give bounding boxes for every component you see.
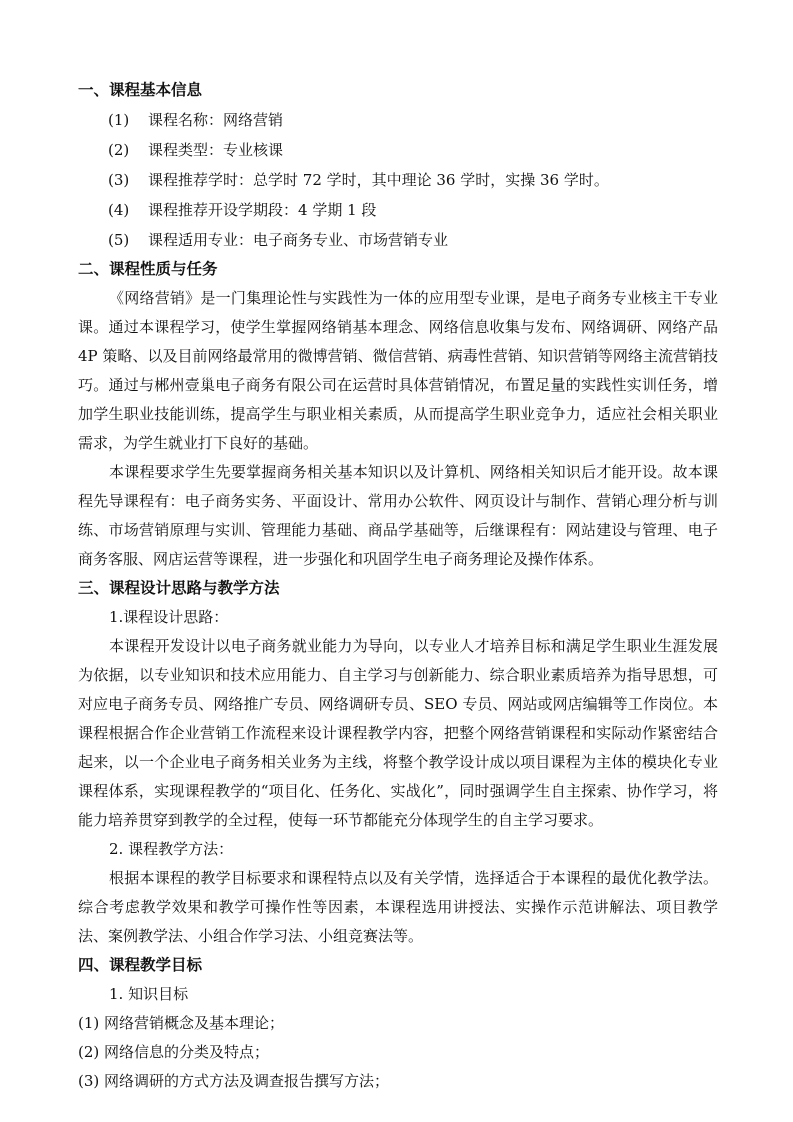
section-heading-basic-info: 一、课程基本信息: [78, 81, 203, 99]
info-item-number: (5): [108, 231, 130, 249]
subheading-teaching-methods: 2. 课程教学方法：: [109, 840, 234, 858]
info-item-number: (2): [108, 141, 130, 159]
info-item-text: 课程类型：专业核课: [148, 141, 284, 159]
info-item-text: 课程推荐学时：总学时 72 学时，其中理论 36 学时，实操 36 学时。: [148, 171, 609, 189]
section-heading-design-methods: 三、课程设计思路与教学方法: [78, 579, 280, 597]
info-item-semester: [78, 195, 718, 225]
list-item: (1) 网络营销概念及基本理论；: [78, 1014, 285, 1032]
info-item-number: (3): [108, 171, 130, 189]
info-item-number: (4): [108, 201, 130, 219]
paragraph-teaching-methods: 根据本课程的教学目标要求和课程特点以及有关学情，选择适合于本课程的最优化教学法。综合考虑教学效果和教学可操作性等因素，本课程选用讲授法、实操作示范讲解法、项目教学法、案例教学法、小组合作学习法、小组竞赛法等。: [78, 869, 718, 945]
subheading-design-approach: 1.课程设计思路：: [109, 608, 229, 626]
list-item: (2) 网络信息的分类及特点；: [78, 1043, 270, 1061]
info-item-text: 课程名称：网络营销: [148, 111, 284, 129]
info-item-course-type: [78, 135, 718, 165]
info-item-course-hours: [78, 165, 718, 195]
info-item-course-name: [78, 105, 718, 135]
info-item-majors: [78, 225, 718, 255]
paragraph-design-approach: 本课程开发设计以电子商务就业能力为导向，以专业人才培养目标和满足学生职业生涯发展为依据，以专业知识和技术应用能力、自主学习与创新能力、综合职业素质培养为指导思想，可对应电子商务专员、网络推广专员、网络调研专员、SEO 专员、网站或网店编辑等工作岗位。本课程根据合作企业营销工作流程来设计课程教学内容，把整个网络营销课程和实际动作紧密结合起来，以一个企业电子商务相关业务为主线，将整个教学设计成以项目课程为主体的模块化专业课程体系，实现课程教学的“项目化、任务化、实战化”，同时强调学生自主探索、协作学习，将能力培养贯穿到教学的全过程，使每一环节都能充分体现学生的自主学习要求。: [78, 637, 718, 829]
section-heading-objectives: 四、课程教学目标: [78, 956, 203, 974]
subheading-knowledge-objectives: 1. 知识目标: [109, 985, 189, 1003]
section-heading-nature-tasks: 二、课程性质与任务: [78, 260, 218, 278]
document-content: [78, 76, 718, 1096]
paragraph-prerequisites: 本课程要求学生先要掌握商务相关基本知识以及计算机、网络相关知识后才能开设。故本课程先导课程有：电子商务实务、平面设计、常用办公软件、网页设计与制作、营销心理分析与训练、市场营销原理与实训、管理能力基础、商品学基础等，后继课程有：网站建设与管理、电子商务客服、网店运营等课程，进一步强化和巩固学生电子商务理论及操作体系。: [78, 463, 718, 568]
info-item-text: 课程适用专业：电子商务专业、市场营销专业: [148, 231, 449, 249]
paragraph-course-nature: 《网络营销》是一门集理论性与实践性为一体的应用型专业课，是电子商务专业核主干专业课。通过本课程学习，使学生掌握网络销基本理念、网络信息收集与发布、网络调研、网络产品 4P 策略、以及目前网络最常用的微博营销、微信营销、病毒性营销、知识营销等网络主流营销技巧。通过与郴州壹巢电子商务有限公司在运营时具体营销情况，布置足量的实践性实训任务，增加学生职业技能训练，提高学生与职业相关素质，从而提高学生职业竞争力，适应社会相关职业需求，为学生就业打下良好的基础。: [78, 289, 718, 452]
info-item-number: (1): [108, 111, 130, 129]
info-item-text: 课程推荐开设学期段：4 学期 1 段: [148, 201, 377, 219]
list-item: (3) 网络调研的方式方法及调查报告撰写方法；: [78, 1072, 390, 1090]
